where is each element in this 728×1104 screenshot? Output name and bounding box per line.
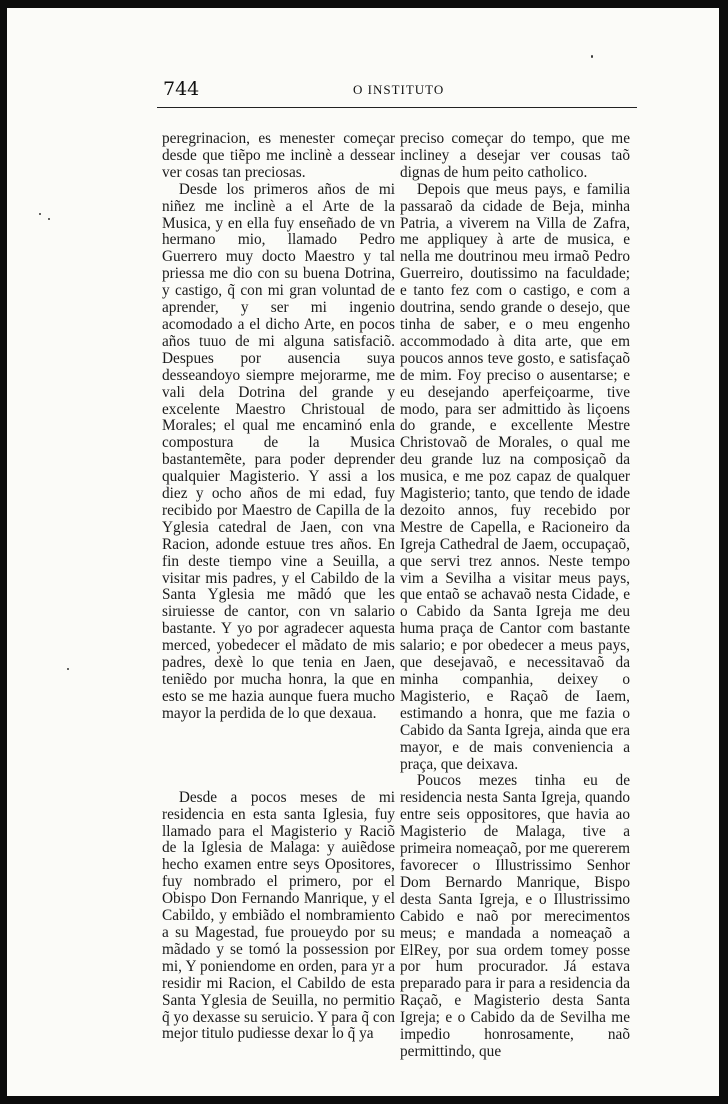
- book-page: [7, 8, 719, 1096]
- scan-speck: [67, 668, 69, 670]
- paragraph: peregrinacion, es menester começar desde que tiẽpo me inclinè a dessear ver cosas tan preciosas.: [162, 130, 395, 181]
- right-column-portuguese: [400, 131, 630, 1061]
- paragraph: Depois que meus pays, e familia passaraõ da cidade de Beja, minha Patria, a viverem na Villa de Zafra, me appliquey à arte de musica, e nella me doutrinou meu irmaõ Pedro Guerreiro, doutissimo na faculdade; e tanto fez com o castigo, e com a doutrina, sendo grande o desejo, que tinha de saber, e o meu engenho accommodado à dita arte, que em poucos annos teve gosto, e satisfaçaõ de mim. Foy preciso o ausentarse; e eu desejando aperfeiçoarme, tive modo, para ser admittido às liçoens do grande, e excellente Mestre Christovaõ de Morales, o qual me deu grande luz na composiçaõ da musica, e me poz capaz de qualquer Magisterio; tanto, que tendo de idade dezoito annos, fuy recebido por Mestre de Capella, e Racioneiro da Igreja Cathedral de Jaem, occupaçaõ, que servi trez annos. Neste tempo vim a Sevilha a visitar meus pays, que entaõ se achavaõ nesta Cidade, e o Cabido da Santa Igreja me deu huma praça de Cantor com bastante salario; e por obedecer a meus pays, que desejavaõ, e necessitavaõ da minha companhia, deixey o Magisterio, e Raçaõ de Iaem, estimando a honra, que me fazia o Cabido da Santa Igreja, ainda que era mayor, e de mais conveniencia a praça, que deixava.: [400, 180, 630, 773]
- header-rule: [157, 107, 637, 108]
- paragraph: Desde los primeros años de mi niñez me inclinè a el Arte de la Musica, y en ella fuy enseñado de vn hermano mio, llamado Pedro Guerrero muy docto Maestro y tal priessa me dio con su buena Dotrina, y castigo, q̃ con mi gran voluntad de aprender, y ser mi ingenio acomodado a el dicho Arte, en pocos años tuuo de mi alguna satisfaciõ. Despues por ausencia suya desseandoyo siempre mejorarme, me vali dela Dotrina del grande y excelente Maestro Christoual de Morales; el qual me encaminó enla compostura de la Musica bastantemẽte, para poder deprender qualquier Magisterio. Y assi a los diez y ocho años de mi edad, fuy recibido por Maestro de Capilla de la Yglesia catedral de Jaen, con vna Racion, adonde estuue tres años. En fin deste tiempo vine a Seuilla, a visitar mis padres, y el Cabildo de la Santa Yglesia me mãdó que les siruiesse de cantor, con vn salario bastante. Y yo por agradecer aquesta merced, yobedecer el mãdato de mis padres, dexè lo que tenia en Jaen, teniẽdo por mucha honra, la que en esto se me hazia aunque fuera mucho mayor la perdida de lo que dexaua.: [162, 180, 395, 722]
- column-gap: [162, 723, 395, 790]
- left-column-spanish: [162, 131, 395, 1043]
- page-header: [159, 78, 637, 106]
- running-title: O INSTITUTO: [353, 82, 445, 97]
- paragraph: preciso começar do tempo, que me incliney a desejar ver cousas taõ dignas de hum peito catholico.: [400, 130, 630, 181]
- scan-speck: [39, 213, 41, 215]
- paragraph: Poucos mezes tinha eu de residencia nesta Santa Igreja, quando entre seis oppositores, que havia ao Magisterio de Malaga, tive a primeira nomeaçaõ, por me quererem favorecer o Illustrissimo Senhor Dom Bernardo Manrique, Bispo desta Santa Igreja, e o Illustrissimo Cabido e naõ por merecimentos meus; e mandada a nomeaçaõ a ElRey, por sua ordem tomey posse por hum procurador. Já estava preparado para ir para a residencia da Raçaõ, e Magisterio desta Santa Igreja; e o Cabido da de Sevilha me impedio honrosamente, naõ permittindo, que: [400, 772, 630, 1060]
- scan-speck: [591, 55, 593, 58]
- scan-speck: [48, 218, 50, 220]
- paragraph: Desde a pocos meses de mi residencia en esta santa Iglesia, fuy llamado para el Magisterio y Raciõ de la Iglesia de Malaga: y auiẽdose hecho examen entre seys Opositores, fuy nombrado el primero, por el Obispo Don Fernando Manrique, y el Cabildo, y embiãdo el nombramiento a su Magestad, fue proueydo por su mãdado y se tomó la possession por mi, Y poniendome en orden, para yr a residir mi Racion, el Cabildo de esta Santa Yglesia de Seuilla, no permitio q̃ yo dexasse su seruicio. Y para q̃ con mejor titulo pudiesse dexar lo q̃ ya: [162, 788, 395, 1043]
- page-number: 744: [163, 78, 200, 100]
